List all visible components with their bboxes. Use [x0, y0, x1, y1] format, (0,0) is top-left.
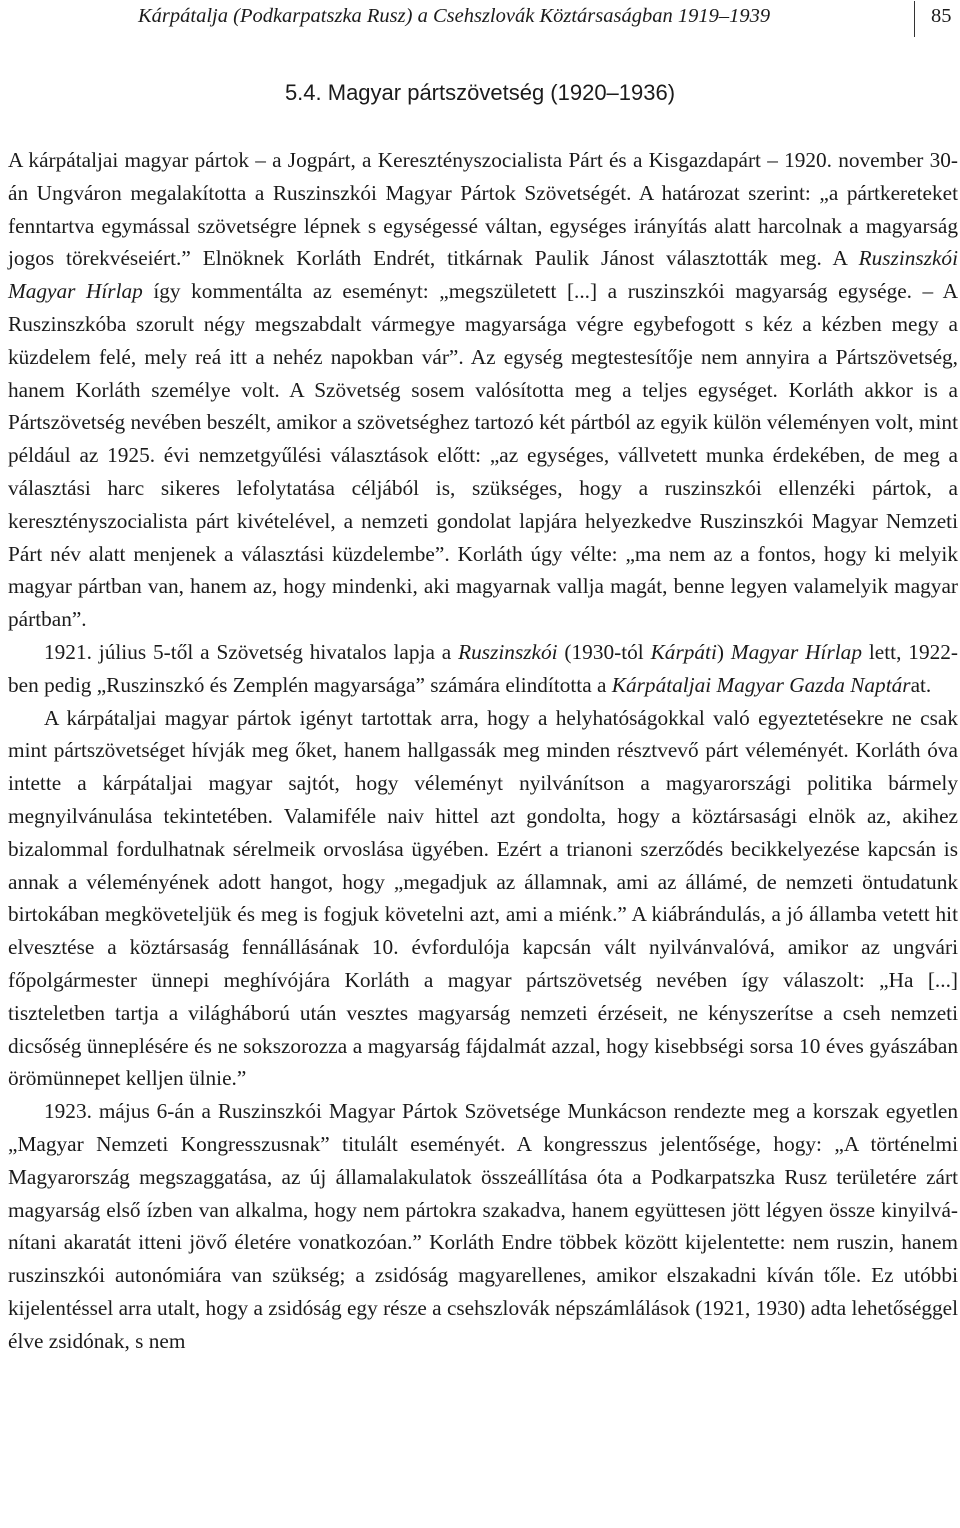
text-run: 1923. május 6-án a Ruszinszkói Magyar Pártok Szövetsége Munkácson rendezte meg a korszak egyetlen „Magyar Nemzeti Kongresszusnak” titulált eseményét. A kongresszus jelentősége, hogy: „A történelmi Magyarország megszaggatása, az új államalakulatok összeállítása óta a Podkarpatszka Rusz területére zárt magyarság első ízben van alkalma, hogy nem pártokra szakadva, hanem együttesen jött légyen össze kinyilvánítani akaratát itteni jövő életére vonatkozóan.” Korláth Endre többek között kijelentette: nem ruszin, hanem ruszinszkói autonómiára van szükség; a zsidóság magyarellenes, amikor elszakadni kíván tőle. Ez utóbbi kijelentéssel arra utalt, hogy a zsidóság egy része a csehszlovák népszámlálások (1921, 1930) adta lehetőséggel élve zsidónak, s nem [8, 1099, 958, 1353]
section-heading: 5.4. Magyar pártszövetség (1920–1936) [284, 80, 676, 105]
italic-run: Kárpáti [650, 639, 717, 664]
text-run: így kommentálta az eseményt: „megszületett [...] a ruszinszkói magyarság egysége. – A Ruszinszkóba szorult négy megszabdalt vármegye magyarsága végre egybefogott s kéz a kézben megy a küzdelem felé, mely reá itt a nehéz napokban vár”. Az egység megtestesítője nem annyira a Pártszövetség, hanem Korláth személye volt. A Szövetség sosem valósította meg a teljes egységet. Korláth akkor is a Pártszövetség nevében beszélt, amikor a szövetséghez tartozó két pártból az egyik külön véleményen volt, mint például az 1925. évi nemzetgyűlési választások előtt: „az egységes, vállvetett munka érdekében, de meg a választási harc sikeres lefolytatása céljából is, szükséges, hogy a ruszinszkói ellenzéki pártok, a keresztényszocialista párt kivételével, a nemzeti gondolat lapjára helyezkedve Ruszinszkói Magyar Nemzeti Párt név alatt menjenek a választási küzdelembe”. Korláth úgy vélte: „ma nem az a fontos, hogy ki melyik magyar pártban van, hanem az, hogy mindenki, aki magyarnak vallja magát, benne legyen valamelyik magyar pártban”. [8, 279, 958, 632]
paragraph [8, 144, 958, 636]
text-run: at. [910, 672, 932, 697]
running-head-divider [914, 1, 915, 37]
text-run: 1921. július 5-től a Szövetség hivatalos lapja a [44, 639, 459, 664]
italic-run: Ruszinszkói [458, 639, 558, 664]
text-run: A kárpátaljai magyar pártok igényt tartottak arra, hogy a helyhatóságokkal való egyeztetésekre ne csak mint pártszövetséget hívják meg őket, hanem hallgassák meg minden résztvevő párt véleményét. Korláth óva intette a kárpátaljai magyar sajtót, hogy véleményt nyilvánítson a magyarországi politika bármely megnyilvánulása tekintetében. Valamiféle naiv hittel azt gondolta, hogy a köztársasági elnök az, akihez bizalommal fordulhatnak sérelmeik orvoslása ügyében. Ezért a trianoni szerződés becikkelyezése kapcsán is annak a véleményének adott hangot, hogy „megadjuk az államnak, ami az állámé, de nemzeti öntudatunk birtokában megköveteljük és meg is fogjuk követelni azt, ami a miénk.” A kiábrándulás, a jó államba vetett hit elvesztése a köztársaság fennállásának 10. évfordulója kapcsán vált nyilvánvalóvá, amikor az ungvári főpolgármester ünnepi meghívójára Korláth a magyar pártszövetség nevében így válaszolt: „Ha [...] tiszteletben tartja a világháború után vesztes magyarság nemzeti érzéseit, ne kényszerítse a cseh nemzeti dicsőség ünneplésére és ne sokszorozza a magyarság fájdalmát azzal, hogy kisebbségi sorsa 10 éves gyászában örömünnepet kelljen ülnie.” [8, 705, 958, 1091]
italic-run: Ruszinszkói Magyar Hírlap [8, 246, 958, 304]
running-head-title: Kárpátalja (Podkarpatszka Rusz) a Csehszlovák Köztársaságban 1919–1939 [138, 5, 771, 27]
italic-run: Kárpátaljai Magyar Gazda Naptár [611, 672, 911, 697]
text-run: ) [716, 639, 731, 664]
paragraph [8, 636, 958, 702]
italic-run: Magyar Hírlap [730, 639, 862, 664]
body-text [8, 144, 958, 1357]
page-number: 85 [931, 5, 952, 27]
running-head [0, 3, 960, 29]
paragraph [8, 1095, 958, 1357]
paragraph [8, 702, 958, 1096]
text-run: lett, 1922-ben pedig „Ruszinszkó és Zemplén magyarsága” számára elindította a [8, 639, 958, 697]
text-run: (1930-tól [557, 639, 651, 664]
text-run: A kárpátaljai magyar pártok – a Jogpárt, a Keresztényszocialista Párt és a Kisgazdapárt – 1920. november 30-án Ungváron megalakította a Ruszinszkói Magyar Pártok Szövetségét. A határozat szerint: „a pártkereteket fenntartva egymással szövetségre lépnek s egységessé váltan, egységes irányítás alatt harcolnak a magyarság jogos törekvéseiért.” Elnöknek Korláth Endrét, titkárnak Paulik Jánost választották meg. A [8, 148, 958, 271]
